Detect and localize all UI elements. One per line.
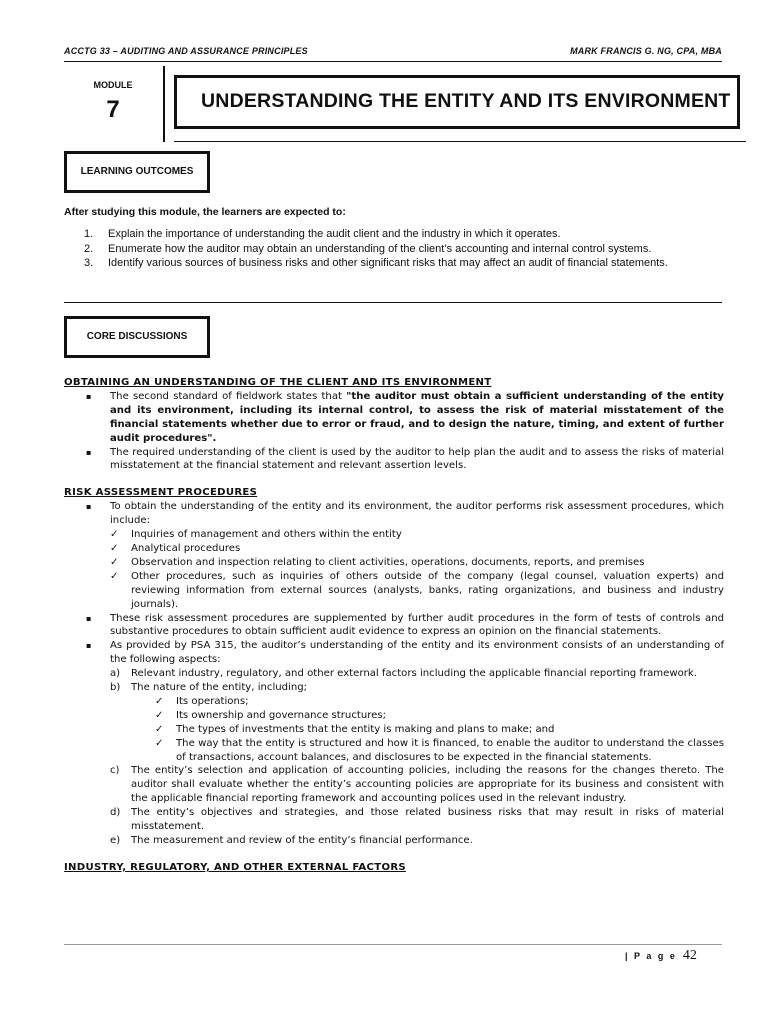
list-item: b) The nature of the entity, including;: [110, 682, 308, 694]
check-icon: ✓: [155, 723, 164, 735]
list-item: c) The entity’s selection and application of accounting policies, including the reasons for the changes thereto. The auditor shall evaluate whether the entity’s accounting policies are appropriate for its business and consistent with the applicable financial reporting framework and accounting polices used in the relevant industry.: [110, 765, 724, 805]
bullet-marker: ▪: [86, 502, 92, 512]
list-item: ✓ Inquiries of management and others within the entity: [110, 529, 402, 541]
list-item: ✓ Other procedures, such as inquiries of others outside of the company (legal counsel, valuation experts) and reviewing information from external sources (analysts, banks, rating organizations, and business and industry journals).: [110, 570, 724, 610]
title-underline: [174, 141, 746, 142]
list-item: ✓ Its operations;: [155, 695, 249, 707]
list-item: ▪ The second standard of fieldwork states that "the auditor must obtain a sufficient understanding of the entity and its environment, including its internal control, to assess the risk of material misstatement of the financial statements whether due to error or fraud, and to design the nature, timing, and extent of further audit procedures".: [86, 390, 724, 444]
check-icon: ✓: [155, 695, 164, 707]
running-header: [64, 46, 722, 60]
list-item: ✓ Its ownership and governance structures;: [155, 709, 387, 721]
page-footer: [625, 946, 697, 964]
section-heading-risk-assessment: RISK ASSESSMENT PROCEDURES: [64, 487, 258, 499]
module-title-box: [174, 75, 740, 129]
section-heading-understanding: OBTAINING AN UNDERSTANDING OF THE CLIENT AND ITS ENVIRONMENT: [64, 377, 492, 388]
module-divider: [163, 66, 165, 142]
check-icon: ✓: [155, 737, 164, 749]
list-item: 1. Explain the importance of understanding the audit client and the industry in which it operates.: [84, 228, 561, 240]
list-item: ▪ The required understanding of the client is used by the auditor to help plan the audit and to assess the risks of material misstatement at the financial statement and relevant assertion levels.: [86, 446, 724, 472]
list-item: a) Relevant industry, regulatory, and other external factors including the applicable financial reporting framework.: [110, 668, 697, 680]
page-number: 42: [682, 948, 697, 963]
list-item: ▪ These risk assessment procedures are supplemented by further audit procedures in the form of tests of controls and substantive procedures to obtain sufficient audit evidence to express an opinion on the financial statements.: [86, 612, 724, 638]
list-item: ✓ Analytical procedures: [110, 542, 241, 554]
module-title: UNDERSTANDING THE ENTITY AND ITS ENVIRONMENT: [201, 90, 731, 112]
check-icon: ✓: [155, 709, 164, 721]
learning-outcomes-list: [84, 227, 724, 271]
author-name: MARK FRANCIS G. NG, CPA, MBA: [570, 46, 722, 56]
bullet-marker: ▪: [86, 391, 92, 401]
check-icon: ✓: [110, 542, 119, 554]
list-item: ✓ Observation and inspection relating to client activities, operations, documents, reports, and premises: [110, 556, 645, 568]
bullet-marker: ▪: [86, 613, 92, 623]
list-item: 3. Identify various sources of business risks and other significant risks that may affect an audit of financial statements.: [84, 257, 668, 269]
module-label: MODULE: [93, 80, 133, 90]
learning-outcomes-intro: After studying this module, the learners are expected to:: [64, 206, 346, 218]
core-content: [64, 376, 724, 875]
list-item: ▪ To obtain the understanding of the entity and its environment, the auditor performs risk assessment procedures, which include:: [86, 501, 724, 527]
core-discussions-heading: CORE DISCUSSIONS: [64, 316, 210, 358]
section-heading-external-factors: INDUSTRY, REGULATORY, AND OTHER EXTERNAL FACTORS: [64, 861, 406, 873]
bullet-marker: ▪: [86, 447, 92, 457]
learning-outcomes-heading: LEARNING OUTCOMES: [64, 151, 210, 193]
bullet-marker: ▪: [86, 641, 92, 651]
section-rule: [64, 302, 722, 303]
course-title: ACCTG 33 – AUDITING AND ASSURANCE PRINCIPLES: [64, 46, 308, 56]
module-number: 7: [106, 96, 120, 123]
check-icon: ✓: [110, 556, 119, 568]
list-item: ▪ As provided by PSA 315, the auditor’s understanding of the entity and its environment consists of an understanding of the following aspects:: [86, 640, 724, 666]
list-item: d) The entity’s objectives and strategies, and those related business risks that may result in risks of material misstatement.: [110, 807, 724, 833]
header-rule: [64, 61, 722, 62]
module-label-block: [64, 66, 162, 142]
list-item: ✓ The types of investments that the entity is making and plans to make; and: [155, 723, 555, 735]
check-icon: ✓: [110, 570, 119, 582]
footer-rule: [64, 944, 722, 945]
page-label: | P a g e: [625, 951, 677, 961]
check-icon: ✓: [110, 529, 119, 541]
list-item: 2. Enumerate how the auditor may obtain an understanding of the client’s accounting and internal control systems.: [84, 242, 652, 255]
list-item: e) The measurement and review of the entity’s financial performance.: [110, 835, 473, 846]
list-item: ✓ The way that the entity is structured and how it is financed, to enable the auditor to understand the classes of transactions, account balances, and disclosures to be expected in the financial statements.: [155, 737, 724, 763]
